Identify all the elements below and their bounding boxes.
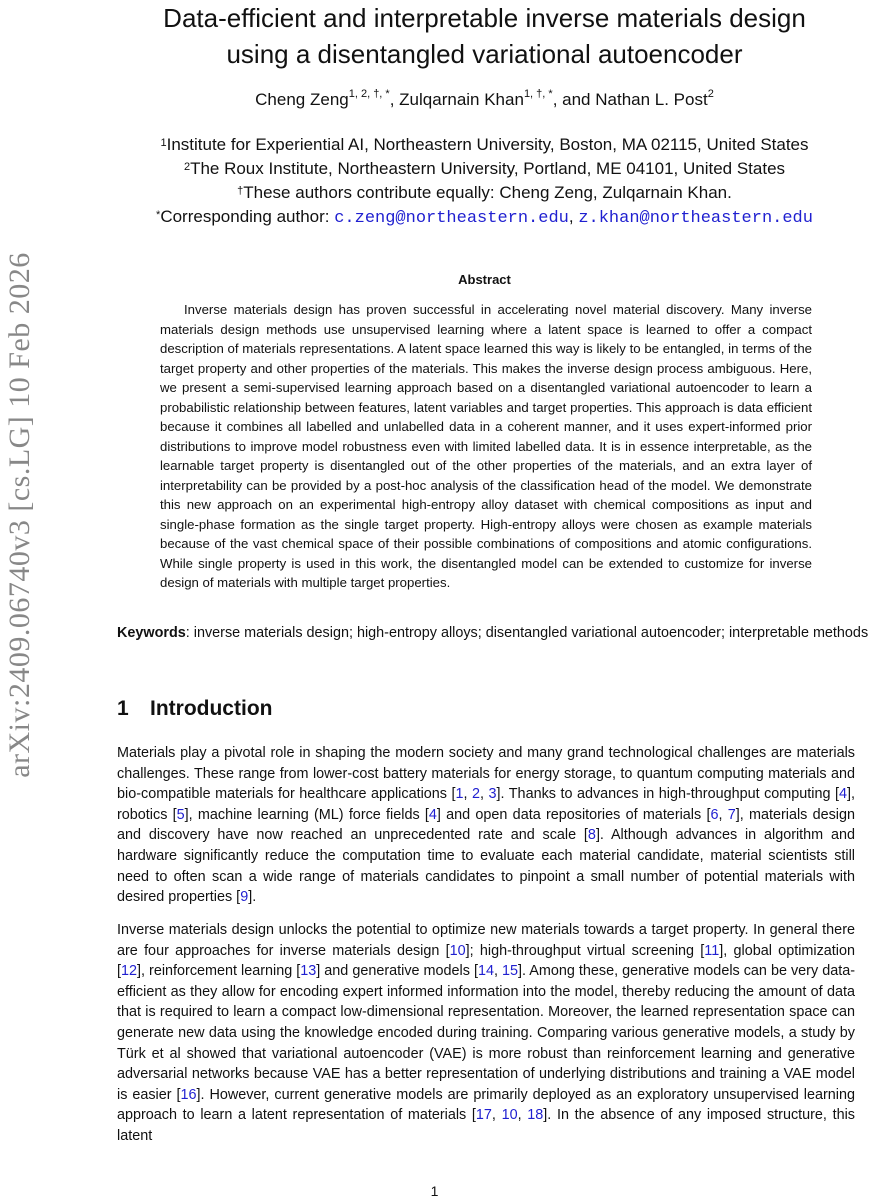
section-title: Introduction <box>150 697 273 720</box>
paragraph-text: ]. In the absence of any imposed structure, this latent <box>117 1107 855 1144</box>
corresponding-author-line <box>100 205 869 231</box>
affiliation-mark: 2 <box>183 161 191 173</box>
title-line-1: Data-efficient and interpretable inverse materials design <box>163 3 806 33</box>
citation-link[interactable]: 16 <box>180 1086 197 1103</box>
paragraph-text: ] and open data repositories of materials [ <box>436 806 711 823</box>
citation-link[interactable]: 9 <box>240 889 249 906</box>
author-separator: , and <box>552 90 596 109</box>
author-name: Cheng Zeng <box>255 90 349 109</box>
abstract-heading: Abstract <box>458 272 511 287</box>
affiliation-mark: 1 <box>160 137 167 149</box>
citation-link[interactable]: 4 <box>838 786 847 803</box>
citation-link[interactable]: 13 <box>300 963 317 980</box>
paragraph-text: Inverse materials design unlocks the potential to optimize new materials towards a target property. In general there are four approaches for inverse materials design [ <box>117 922 855 959</box>
citation-link[interactable]: 4 <box>428 806 437 823</box>
paragraph-text: ]. Among these, generative models can be very data-efficient as they allow for encoding expert informed information into the model, thereby reducing the amount of data that is required to learn a compact low-dimensional representation. Moreover, the learned representation space can generate new data using the knowledge encoded during training. Comparing various generative models, a study by Türk et al showed that variational autoencoder (VAE) is more robust than reinforcement learning and generative adversarial networks because VAE has a better representation of underlying distributions and training a VAE model is easier [ <box>117 963 855 1103</box>
paragraph-text: ], machine learning (ML) force fields [ <box>184 806 429 823</box>
page-number: 1 <box>430 1183 439 1199</box>
paragraph-text: ], materials design and discovery have now reached an unprecedented rate and scale [ <box>117 806 856 844</box>
intro-paragraph-2 <box>117 920 855 1147</box>
email-separator: , <box>568 207 579 226</box>
corresponding-author-label: Corresponding author: <box>160 207 335 226</box>
abstract-body: Inverse materials design has proven successful in accelerating novel material discovery. Many inverse materials design methods use unsupervised learning where a latent space is learned to offer a compact description of materials representations. A latent space learned this way is likely to be entangled, in terms of the target property and other properties of the materials. This makes the inverse design process ambiguous. Here, we present a semi-supervised learning approach based on a disentangled variational autoencoder to learn a probabilistic relationship between features, latent variables and target properties. This approach is data efficient because it combines all labelled and unlabelled data in a coherent manner, and it uses expert-informed prior distributions to improve model robustness even with limited labelled data. It is in essence interpretable, as the learnable target property is disentangled out of the other properties of the materials, and an extra layer of interpretability can be provided by a post-hoc analysis of the classification head of the model. We demonstrate this new approach on an experimental high-entropy alloy dataset with chemical compositions as input and single-phase formation as the single target property. High-entropy alloys were chosen as example materials because of the vast chemical space of their possible combinations of compositions and atomic configurations. While single property is used in this work, the disentangled model can be extended to customize for inverse design of materials with multiple target properties. <box>160 302 812 590</box>
citation-link[interactable]: 15 <box>502 963 519 980</box>
paragraph-text: ]. Thanks to advances in high-throughput computing [ <box>496 786 839 803</box>
paragraph-text: , <box>463 786 472 803</box>
paragraph-text: ], reinforcement learning [ <box>137 963 301 980</box>
author-name: Nathan L. Post <box>595 90 708 109</box>
equal-contribution-note <box>100 181 869 205</box>
keywords-label: Keywords <box>117 625 186 641</box>
author-affiliation-marks: 2 <box>707 88 714 100</box>
keywords-text: : inverse materials design; high-entropy alloys; disentangled variational autoencoder; interpretable methods <box>185 625 869 641</box>
affiliations <box>100 133 869 231</box>
paragraph-text: ], robotics [ <box>117 786 855 823</box>
citation-link[interactable]: 5 <box>176 806 185 823</box>
paragraph-text: ]. However, current generative models are primarily deployed as an exploratory unsupervised learning approach to learn a latent representation of materials [ <box>117 1086 855 1124</box>
author-affiliation-marks: 1, †, * <box>523 88 553 100</box>
paragraph-text: ]. Although advances in algorithm and hardware significantly reduce the computation time to evaluate each material candidate, material scientists still need to often scan a wide range of materials candidates to pinpoint a small number of potential materials with desired properties [ <box>117 827 855 906</box>
citation-link[interactable]: 10 <box>449 942 466 959</box>
paragraph-text: , <box>493 963 503 980</box>
paper-title <box>100 0 869 72</box>
author-name: Zulqarnain Khan <box>399 90 524 109</box>
arxiv-id-label: arXiv:2409.06740v3 [cs.LG] 10 Feb 2026 <box>3 252 37 778</box>
citation-link[interactable]: 2 <box>472 786 481 803</box>
paragraph-text: ], global optimization [ <box>117 942 855 980</box>
citation-link[interactable]: 3 <box>488 786 497 803</box>
intro-paragraph-1 <box>117 743 855 908</box>
citation-link[interactable]: 12 <box>121 963 138 980</box>
email-link[interactable]: c.zeng@northeastern.edu <box>334 209 569 228</box>
email-link[interactable]: z.khan@northeastern.edu <box>578 209 813 228</box>
keywords <box>117 623 869 644</box>
author-separator: , <box>389 90 400 109</box>
section-number: 1 <box>117 697 129 720</box>
affiliation-mark: * <box>156 209 161 221</box>
paragraph-text: Materials play a pivotal role in shaping the modern society and many grand technological challenges are materials challenges. These range from lower-cost battery materials for energy storage, to quantum computing materials and bio-compatible materials for healthcare applications [ <box>117 745 855 803</box>
paragraph-text: , <box>718 806 728 823</box>
citation-link[interactable]: 14 <box>477 963 494 980</box>
affiliation-text: Institute for Experiential AI, Northeastern University, Boston, MA 02115, United States <box>166 135 809 154</box>
affiliation-line <box>100 133 869 157</box>
arxiv-stamp <box>0 205 40 825</box>
affiliation-text: The Roux Institute, Northeastern University, Portland, ME 04101, United States <box>190 159 786 178</box>
equal-contribution-text: These authors contribute equally: Cheng Zeng, Zulqarnain Khan. <box>243 183 732 202</box>
author-affiliation-marks: 1, 2, †, * <box>348 88 390 100</box>
citation-link[interactable]: 6 <box>710 806 719 823</box>
author-list <box>100 90 869 110</box>
section-heading <box>117 697 272 721</box>
title-line-2: using a disentangled variational autoencoder <box>226 39 743 69</box>
citation-link[interactable]: 1 <box>455 786 464 803</box>
citation-link[interactable]: 10 <box>501 1107 518 1124</box>
citation-link[interactable]: 7 <box>727 806 736 823</box>
paragraph-text: ] and generative models [ <box>316 963 478 980</box>
paragraph-text: ]. <box>248 889 257 906</box>
paragraph-text: ]; high-throughput virtual screening [ <box>465 942 705 959</box>
paragraph-text: , <box>517 1107 528 1124</box>
citation-link[interactable]: 8 <box>587 827 596 844</box>
affiliation-mark: † <box>237 185 244 197</box>
affiliation-line <box>100 157 869 181</box>
citation-link[interactable]: 11 <box>704 942 720 959</box>
paragraph-text: , <box>480 786 489 803</box>
paragraph-text: , <box>491 1107 502 1124</box>
citation-link[interactable]: 18 <box>527 1107 544 1124</box>
citation-link[interactable]: 17 <box>475 1107 492 1124</box>
